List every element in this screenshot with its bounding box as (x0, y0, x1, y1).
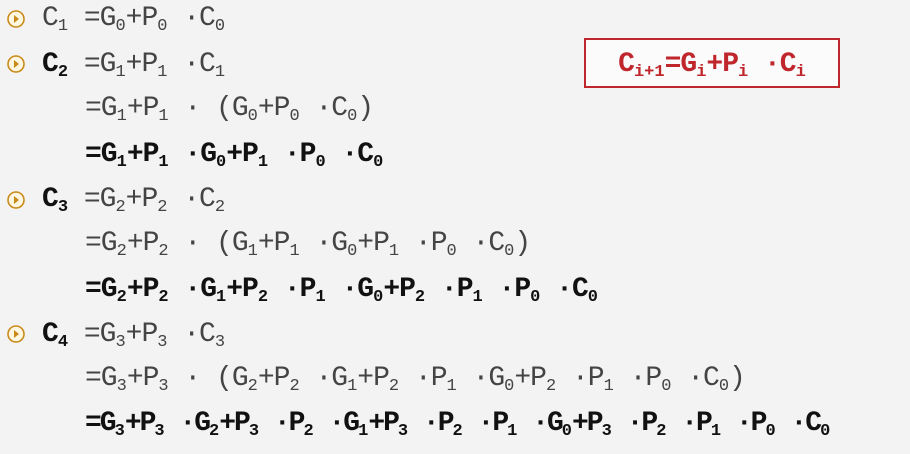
c3-equation-result: $=G_2+P_2 \cdot G_1+P_2 \cdot P_1 \cdot G_0+P_2 \cdot P_1 \cdot P_0 \cdot C_0$ (85, 274, 598, 307)
expand-bullet-icon[interactable] (6, 324, 26, 344)
c3-equation-line2: $=G_2+P_2 \cdot (G_1+P_1 \cdot G_0+P_1 \cdot P_0 \cdot C_0)$ (85, 228, 531, 261)
box-term: C (618, 49, 634, 80)
expand-bullet-icon[interactable] (6, 190, 26, 210)
c2-equation-line1: $C_2 =G_1+P_1 \cdot C_1$ (42, 49, 226, 82)
c2-equation-line2: $=G_1+P_1 \cdot (G_0+P_0 \cdot C_0)$ (85, 93, 374, 126)
c1-equation: $C_1 =G_0+P_0 \cdot C_0$ (42, 3, 226, 36)
c2-equation-result: $=G_1+P_1 \cdot G_0+P_1 \cdot P_0 \cdot C_0$ (85, 139, 384, 172)
c3-equation-line1: $C_3 =G_2+P_2 \cdot C_2$ (42, 184, 226, 217)
box-term: +P (706, 49, 738, 80)
box-term: =G (664, 49, 697, 80)
expand-bullet-icon[interactable] (6, 9, 26, 29)
carry-formula-box: $C_{i+1}=G_i+P_i \cdot C_i$ (584, 38, 840, 88)
c4-equation-line1: $C_4 =G_3+P_3 \cdot C_3$ (42, 319, 226, 352)
box-term: ·C (748, 49, 796, 80)
expand-bullet-icon[interactable] (6, 54, 26, 74)
c4-equation-line2: $=G_3+P_3 \cdot (G_2+P_2 \cdot G_1+P_2 \cdot P_1 \cdot G_0+P_2 \cdot P_1 \cdot P_0 \cdot C_0)$ (85, 363, 745, 396)
c4-equation-result: $=G_3+P_3 \cdot G_2+P_3 \cdot P_2 \cdot G_1+P_3 \cdot P_2 \cdot P_1 \cdot G_0+P_3 \cdot P_2 \cdot P_1 \cdot P_0 \cdot C_0$ (85, 408, 831, 441)
